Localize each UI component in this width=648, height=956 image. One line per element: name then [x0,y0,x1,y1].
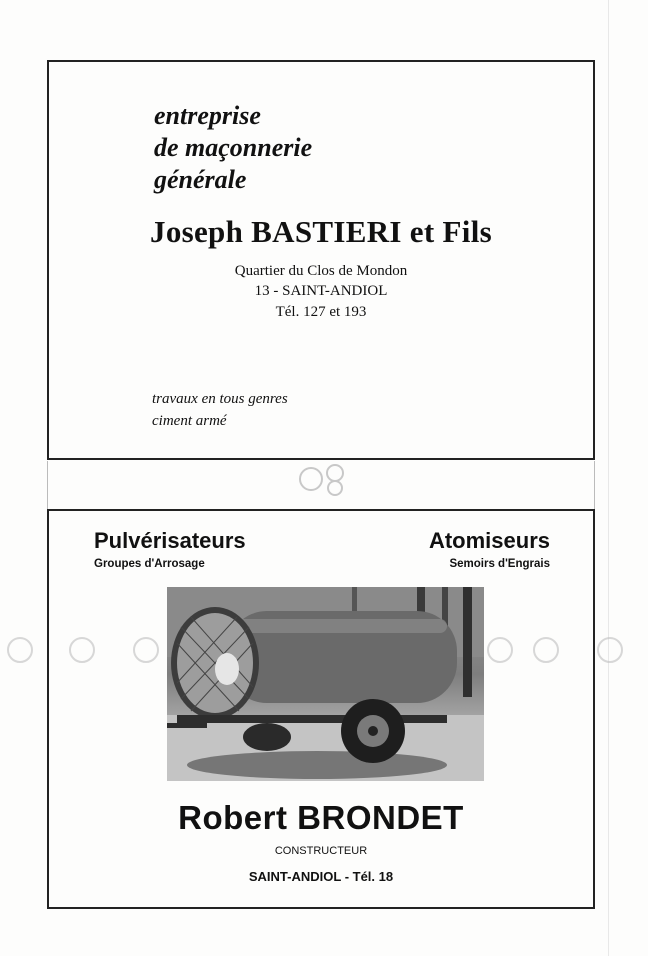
services-line-2: ciment armé [152,413,227,429]
constructor-role: CONSTRUCTEUR [274,845,368,857]
ad-bastieri [47,60,595,460]
product-heading-left: Pulvérisateurs [94,528,246,553]
ad-heading-line-1: entreprise [154,101,261,130]
ad-heading-line-3: générale [154,165,247,194]
city-phone: SAINT-ANDIOL - Tél. 18 [248,869,394,884]
sprayer-photo [167,587,484,781]
ad-brondet [47,509,595,909]
phone-line: Tél. 127 et 193 [275,304,367,320]
product-sub-right: Semoirs d'Engrais [449,558,550,570]
company-name: Joseph BASTIERI et Fils [150,214,492,249]
ad-heading-line-2: de maçonnerie [154,133,313,162]
page-fold-line [608,0,609,956]
services-line-1: travaux en tous genres [152,391,288,407]
product-sub-left: Groupes d'Arrosage [94,558,205,570]
address-line-1: Quartier du Clos de Mondon [234,263,408,279]
address-line-2: 13 - SAINT-ANDIOL [254,283,388,299]
constructor-name: Robert BRONDET [178,799,464,836]
product-heading-right: Atomiseurs [428,528,550,553]
watermark-logo-icon [297,461,349,497]
